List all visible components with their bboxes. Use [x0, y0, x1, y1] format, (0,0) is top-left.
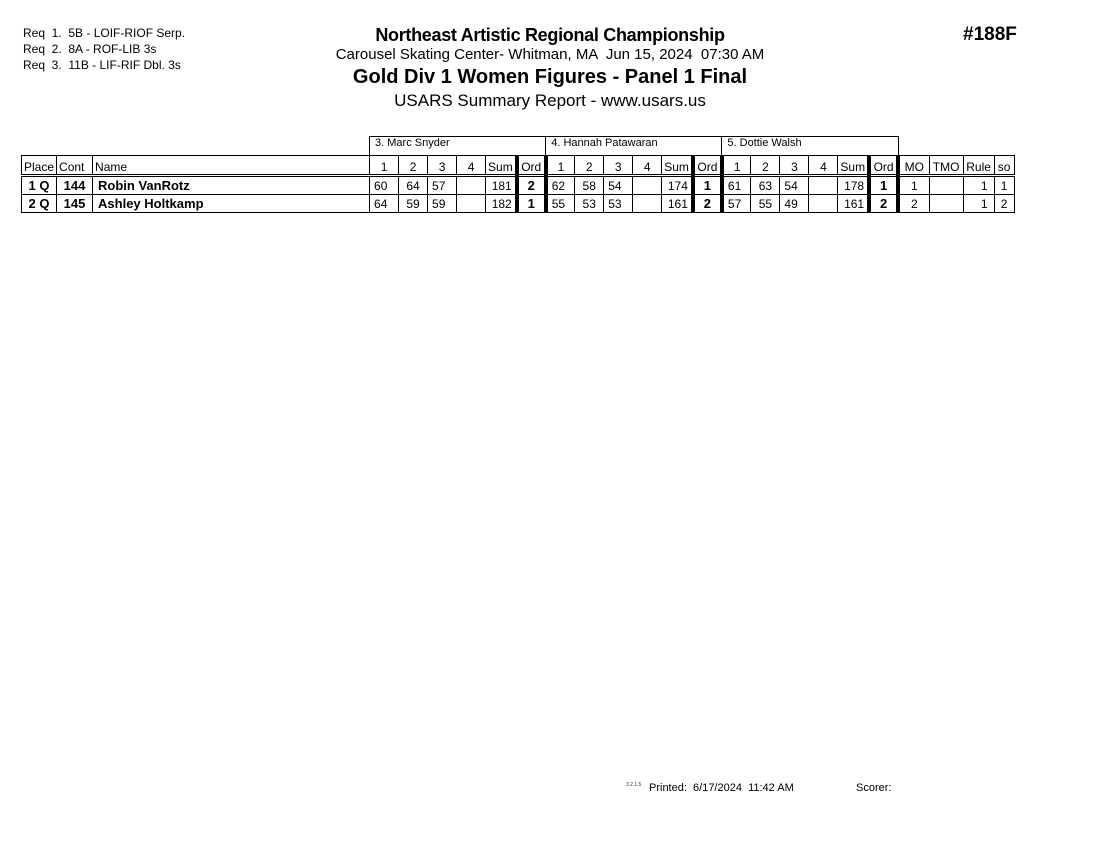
competitor-number: 144	[57, 176, 93, 195]
col-j5-s1: 1	[722, 156, 751, 176]
j3-ordinal: 1	[517, 195, 546, 213]
report-title: USARS Summary Report - www.usars.us	[394, 91, 706, 110]
col-place: Place	[22, 156, 57, 176]
report-header	[300, 24, 800, 112]
j5-score-1: 57	[722, 195, 751, 213]
col-j3-s2: 2	[399, 156, 428, 176]
judge-4-label: 4. Hannah Patawaran	[546, 137, 722, 156]
table-row	[22, 176, 1015, 195]
j4-ordinal: 2	[693, 195, 722, 213]
col-j5-sum: Sum	[838, 156, 869, 176]
event-number: #188F	[963, 24, 1017, 45]
column-header-row	[22, 156, 1015, 176]
skater-name: Ashley Holtkamp	[93, 195, 370, 213]
col-j5-ord: Ord	[869, 156, 898, 176]
venue-date: Carousel Skating Center- Whitman, MA Jun 15, 2024 07:30 AM	[335, 46, 765, 63]
version-label: 3.2.1.5	[626, 782, 642, 788]
col-j3-s4: 4	[457, 156, 486, 176]
j3-score-2: 64	[399, 176, 428, 195]
j5-sum: 178	[838, 176, 869, 195]
j5-score-2: 63	[751, 176, 780, 195]
scorer-label: Scorer:	[856, 782, 892, 794]
rule: 1	[963, 176, 994, 195]
col-j5-s3: 3	[780, 156, 809, 176]
j4-score-2: 53	[575, 195, 604, 213]
table-row	[22, 195, 1015, 213]
col-j3-ord: Ord	[517, 156, 546, 176]
j4-score-3: 53	[604, 195, 633, 213]
col-mo: MO	[898, 156, 929, 176]
j4-score-1: 62	[546, 176, 575, 195]
j3-score-4	[457, 176, 486, 195]
requirements-list	[23, 25, 185, 73]
requirement-1: Req 1. 5B - LOIF-RIOF Serp.	[23, 26, 186, 40]
j5-score-3: 54	[780, 176, 809, 195]
col-j4-s2: 2	[575, 156, 604, 176]
competitor-number: 145	[57, 195, 93, 213]
col-j4-sum: Sum	[662, 156, 693, 176]
event-title: Northeast Artistic Regional Championship	[375, 25, 725, 45]
col-cont: Cont	[57, 156, 93, 176]
j5-ordinal: 2	[869, 195, 898, 213]
j3-ordinal: 2	[517, 176, 546, 195]
j5-score-3: 49	[780, 195, 809, 213]
so: 1	[994, 176, 1014, 195]
j4-score-1: 55	[546, 195, 575, 213]
j3-sum: 182	[486, 195, 517, 213]
j4-score-2: 58	[575, 176, 604, 195]
total-majority-ordinal	[929, 195, 963, 213]
col-j3-s1: 1	[370, 156, 399, 176]
col-j3-sum: Sum	[486, 156, 517, 176]
col-tmo: TMO	[929, 156, 963, 176]
col-j4-ord: Ord	[693, 156, 722, 176]
j5-ordinal: 1	[869, 176, 898, 195]
requirement-3: Req 3. 11B - LIF-RIF Dbl. 3s	[23, 58, 181, 72]
majority-ordinal: 2	[898, 195, 929, 213]
j4-sum: 174	[662, 176, 693, 195]
results-table	[21, 136, 1015, 213]
total-majority-ordinal	[929, 176, 963, 195]
skater-name: Robin VanRotz	[93, 176, 370, 195]
judge-header-row	[22, 137, 1015, 156]
j3-score-1: 60	[370, 176, 399, 195]
place: 2 Q	[22, 195, 57, 213]
col-so: so	[994, 156, 1014, 176]
judge-3-label: 3. Marc Snyder	[370, 137, 546, 156]
printed-timestamp: Printed: 6/17/2024 11:42 AM	[649, 782, 794, 794]
col-j4-s4: 4	[633, 156, 662, 176]
col-name: Name	[93, 156, 370, 176]
place: 1 Q	[22, 176, 57, 195]
col-rule: Rule	[963, 156, 994, 176]
j4-score-3: 54	[604, 176, 633, 195]
requirement-2: Req 2. 8A - ROF-LIB 3s	[23, 42, 157, 56]
j4-score-4	[633, 195, 662, 213]
j5-score-2: 55	[751, 195, 780, 213]
rule: 1	[963, 195, 994, 213]
col-j3-s3: 3	[428, 156, 457, 176]
col-j5-s4: 4	[809, 156, 838, 176]
j5-sum: 161	[838, 195, 869, 213]
col-j4-s1: 1	[546, 156, 575, 176]
j3-score-3: 59	[428, 195, 457, 213]
j3-score-4	[457, 195, 486, 213]
j3-sum: 181	[486, 176, 517, 195]
judge-5-label: 5. Dottie Walsh	[722, 137, 898, 156]
j4-sum: 161	[662, 195, 693, 213]
j4-score-4	[633, 176, 662, 195]
majority-ordinal: 1	[898, 176, 929, 195]
j5-score-4	[809, 195, 838, 213]
division-title: Gold Div 1 Women Figures - Panel 1 Final	[352, 66, 748, 88]
j5-score-1: 61	[722, 176, 751, 195]
j4-ordinal: 1	[693, 176, 722, 195]
j3-score-1: 64	[370, 195, 399, 213]
col-j5-s2: 2	[751, 156, 780, 176]
so: 2	[994, 195, 1014, 213]
j5-score-4	[809, 176, 838, 195]
col-j4-s3: 3	[604, 156, 633, 176]
j3-score-3: 57	[428, 176, 457, 195]
j3-score-2: 59	[399, 195, 428, 213]
